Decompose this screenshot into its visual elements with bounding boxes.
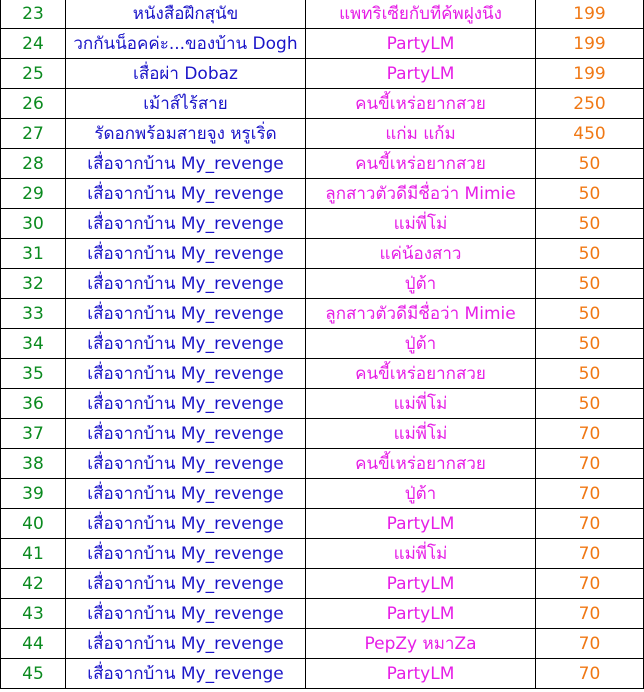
buyer-name-cell[interactable]: แพทริเซียกับทีค้พฝูงนึง [306, 0, 536, 29]
row-number-cell[interactable]: 25 [1, 59, 66, 89]
table-row [1, 389, 644, 419]
price-cell[interactable]: 50 [536, 269, 644, 299]
table-row [1, 209, 644, 239]
item-name-cell[interactable]: เสื่อจากบ้าน My_revenge [66, 359, 306, 389]
row-number-cell[interactable]: 27 [1, 119, 66, 149]
row-number-cell[interactable]: 44 [1, 629, 66, 659]
table-row [1, 89, 644, 119]
table-row [1, 239, 644, 269]
item-name-cell[interactable]: เสื่อจากบ้าน My_revenge [66, 269, 306, 299]
buyer-name-cell[interactable]: แม่พี่โม่ [306, 389, 536, 419]
row-number-cell[interactable]: 32 [1, 269, 66, 299]
buyer-name-cell[interactable]: PartyLM [306, 29, 536, 59]
item-name-cell[interactable]: เสื่อจากบ้าน My_revenge [66, 539, 306, 569]
buyer-name-cell[interactable]: แค่น้องสาว [306, 239, 536, 269]
row-number-cell[interactable]: 38 [1, 449, 66, 479]
price-cell[interactable]: 70 [536, 629, 644, 659]
item-name-cell[interactable]: วกกันน็อคค่ะ...ของบ้าน Dogh [66, 29, 306, 59]
item-name-cell[interactable]: เสื่อจากบ้าน My_revenge [66, 659, 306, 689]
buyer-name-cell[interactable]: คนขี้เหร่อยากสวย [306, 449, 536, 479]
table-row [1, 179, 644, 209]
price-cell[interactable]: 50 [536, 359, 644, 389]
row-number-cell[interactable]: 37 [1, 419, 66, 449]
item-name-cell[interactable]: เสื่อจากบ้าน My_revenge [66, 479, 306, 509]
item-name-cell[interactable]: เสื่อจากบ้าน My_revenge [66, 329, 306, 359]
item-name-cell[interactable]: เสื่อจากบ้าน My_revenge [66, 239, 306, 269]
buyer-name-cell[interactable]: PepZy หมาZa [306, 629, 536, 659]
buyer-name-cell[interactable]: PartyLM [306, 509, 536, 539]
item-name-cell[interactable]: เสื่อจากบ้าน My_revenge [66, 149, 306, 179]
buyer-name-cell[interactable]: PartyLM [306, 659, 536, 689]
row-number-cell[interactable]: 33 [1, 299, 66, 329]
table-row [1, 119, 644, 149]
table-row [1, 539, 644, 569]
price-cell[interactable]: 50 [536, 239, 644, 269]
buyer-name-cell[interactable]: แม่พี่โม่ [306, 539, 536, 569]
buyer-name-cell[interactable]: คนขี้เหร่อยากสวย [306, 149, 536, 179]
row-number-cell[interactable]: 41 [1, 539, 66, 569]
price-cell[interactable]: 70 [536, 539, 644, 569]
item-name-cell[interactable]: รัดอกพร้อมสายจูง หรูเริ่ด [66, 119, 306, 149]
table-row [1, 0, 644, 29]
row-number-cell[interactable]: 24 [1, 29, 66, 59]
buyer-name-cell[interactable]: แม่พี่โม่ [306, 419, 536, 449]
item-name-cell[interactable]: เสื่อจากบ้าน My_revenge [66, 629, 306, 659]
item-name-cell[interactable]: เสื่อจากบ้าน My_revenge [66, 599, 306, 629]
item-name-cell[interactable]: เสื่อจากบ้าน My_revenge [66, 389, 306, 419]
table-row [1, 269, 644, 299]
row-number-cell[interactable]: 28 [1, 149, 66, 179]
buyer-name-cell[interactable]: PartyLM [306, 59, 536, 89]
price-cell[interactable]: 70 [536, 509, 644, 539]
table-row [1, 509, 644, 539]
item-name-cell[interactable]: เสื่อจากบ้าน My_revenge [66, 179, 306, 209]
row-number-cell[interactable]: 36 [1, 389, 66, 419]
buyer-name-cell[interactable]: แม่พี่โม่ [306, 209, 536, 239]
table-row [1, 599, 644, 629]
table-row [1, 149, 644, 179]
price-cell[interactable]: 450 [536, 119, 644, 149]
row-number-cell[interactable]: 45 [1, 659, 66, 689]
table-row [1, 449, 644, 479]
price-cell[interactable]: 50 [536, 389, 644, 419]
buyer-name-cell[interactable]: แก่ม แก้ม [306, 119, 536, 149]
table-row [1, 569, 644, 599]
price-cell[interactable]: 50 [536, 329, 644, 359]
price-cell[interactable]: 70 [536, 449, 644, 479]
table-row [1, 329, 644, 359]
table-row [1, 359, 644, 389]
buyer-name-cell[interactable]: ลูกสาวตัวดีมีชื่อว่า Mimie [306, 179, 536, 209]
item-name-cell[interactable]: เสื่อจากบ้าน My_revenge [66, 449, 306, 479]
row-number-cell[interactable]: 30 [1, 209, 66, 239]
row-number-cell[interactable]: 31 [1, 239, 66, 269]
table-body [1, 0, 644, 689]
table-row [1, 29, 644, 59]
row-number-cell[interactable]: 40 [1, 509, 66, 539]
buyer-name-cell[interactable]: ปู่ต้า [306, 269, 536, 299]
table-row [1, 479, 644, 509]
price-cell[interactable]: 199 [536, 0, 644, 29]
row-number-cell[interactable]: 35 [1, 359, 66, 389]
row-number-cell[interactable]: 43 [1, 599, 66, 629]
item-name-cell[interactable]: เม้าส์ไร้สาย [66, 89, 306, 119]
item-name-cell[interactable]: เสื่อจากบ้าน My_revenge [66, 209, 306, 239]
row-number-cell[interactable]: 29 [1, 179, 66, 209]
table-row [1, 659, 644, 689]
price-cell[interactable]: 70 [536, 659, 644, 689]
table-row [1, 299, 644, 329]
price-cell[interactable]: 199 [536, 29, 644, 59]
table-row [1, 419, 644, 449]
buyer-name-cell[interactable]: ลูกสาวตัวดีมีชื่อว่า Mimie [306, 299, 536, 329]
price-cell[interactable]: 70 [536, 599, 644, 629]
item-name-cell[interactable]: เสื่อจากบ้าน My_revenge [66, 299, 306, 329]
buyer-name-cell[interactable]: คนขี้เหร่อยากสวย [306, 359, 536, 389]
price-cell[interactable]: 50 [536, 149, 644, 179]
buyer-name-cell[interactable]: PartyLM [306, 599, 536, 629]
row-number-cell[interactable]: 23 [1, 0, 66, 29]
item-name-cell[interactable]: หนังสือฝึกสุนัข [66, 0, 306, 29]
table-row [1, 629, 644, 659]
row-number-cell[interactable]: 39 [1, 479, 66, 509]
buyer-name-cell[interactable]: PartyLM [306, 569, 536, 599]
price-cell[interactable]: 199 [536, 59, 644, 89]
item-name-cell[interactable]: เสื่อจากบ้าน My_revenge [66, 419, 306, 449]
price-cell[interactable]: 50 [536, 299, 644, 329]
price-cell[interactable]: 50 [536, 209, 644, 239]
price-cell[interactable]: 70 [536, 419, 644, 449]
row-number-cell[interactable]: 26 [1, 89, 66, 119]
price-cell[interactable]: 70 [536, 569, 644, 599]
price-cell[interactable]: 250 [536, 89, 644, 119]
row-number-cell[interactable]: 42 [1, 569, 66, 599]
buyer-name-cell[interactable]: ปู่ต้า [306, 329, 536, 359]
buyer-name-cell[interactable]: คนขี้เหร่อยากสวย [306, 89, 536, 119]
item-name-cell[interactable]: เสื่อจากบ้าน My_revenge [66, 509, 306, 539]
price-cell[interactable]: 70 [536, 479, 644, 509]
item-name-cell[interactable]: เสื่อผ่า Dobaz [66, 59, 306, 89]
table-row [1, 59, 644, 89]
row-number-cell[interactable]: 34 [1, 329, 66, 359]
buyer-name-cell[interactable]: ปู่ต้า [306, 479, 536, 509]
price-cell[interactable]: 50 [536, 179, 644, 209]
item-name-cell[interactable]: เสื่อจากบ้าน My_revenge [66, 569, 306, 599]
